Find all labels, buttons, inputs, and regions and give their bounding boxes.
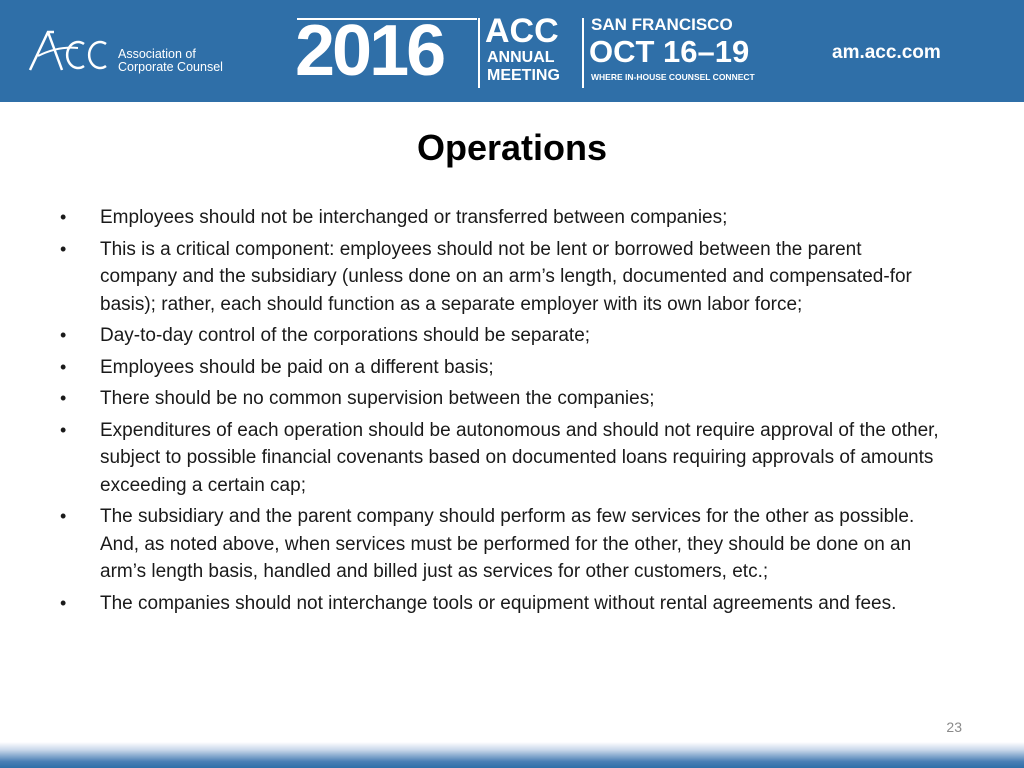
event-city: SAN FRANCISCO	[591, 15, 733, 34]
bullet-text: Employees should not be interchanged or transferred between companies;	[100, 207, 728, 228]
bullet-text: The companies should not interchange tools or equipment without rental agreements and fees.	[100, 592, 897, 614]
acc-logo-mark	[28, 26, 116, 74]
bullet-text: Day-to-day control of the corporations should be separate;	[100, 325, 591, 346]
bullet-item	[60, 503, 940, 586]
bullet-text: Employees should be paid on a different basis;	[100, 356, 494, 378]
footer-bar	[0, 742, 1024, 768]
bullet-text: There should be no common supervision between the companies;	[100, 388, 655, 409]
acc-logo	[28, 26, 228, 76]
bullet-item	[60, 590, 940, 618]
event-dates: OCT 16–19	[589, 34, 750, 69]
event-tagline: WHERE IN-HOUSE COUNSEL CONNECT	[591, 72, 755, 82]
bullet-item	[60, 204, 940, 232]
org-name-line1: Association of	[118, 47, 196, 61]
website-link[interactable]: am.acc.com	[832, 42, 941, 63]
event-acc: ACC	[485, 12, 559, 50]
bullet-item	[60, 322, 940, 350]
bullet-text: The subsidiary and the parent company should perform as few services for the other as possible. And, as noted above, when services must be performed for the other, they should be done on an arm’s length basis, handled and billed just as services for other customers, etc.;	[100, 506, 915, 582]
slide-title: Operations	[416, 127, 608, 168]
bullet-item	[60, 385, 940, 413]
bullet-dot: •	[60, 238, 67, 259]
event-annual: ANNUAL	[487, 49, 555, 66]
org-name-line2: Corporate Counsel	[118, 60, 223, 74]
event-year: 2016	[295, 11, 444, 91]
org-name	[118, 48, 223, 74]
bullet-dot: •	[60, 325, 67, 345]
event-divider-right	[582, 18, 584, 88]
bullet-item	[60, 236, 940, 319]
bullet-dot: •	[60, 388, 67, 408]
bullet-dot: •	[60, 506, 67, 526]
bullet-item	[60, 417, 940, 500]
bullet-dot: •	[60, 419, 67, 440]
event-meeting: MEETING	[487, 67, 560, 84]
header-banner	[0, 0, 1024, 102]
page-number: 23	[946, 719, 962, 735]
bullet-dot: •	[60, 356, 67, 377]
bullet-text: Expenditures of each operation should be autonomous and should not require approval of the other, subject to possible financial covenants based on documented loans requiring approvals of amounts exceeding a certain cap;	[100, 419, 939, 496]
bullet-list	[60, 204, 940, 621]
bullet-dot: •	[60, 207, 67, 227]
bullet-dot: •	[60, 592, 67, 613]
event-divider-left	[478, 18, 480, 88]
bullet-item	[60, 354, 940, 382]
bullet-text: This is a critical component: employees should not be lent or borrowed between the parent company and the subsidiary (unless done on an arm’s length, documented and compensated-for basis); rather, each should function as a separate employer with its own labor force;	[100, 238, 912, 315]
